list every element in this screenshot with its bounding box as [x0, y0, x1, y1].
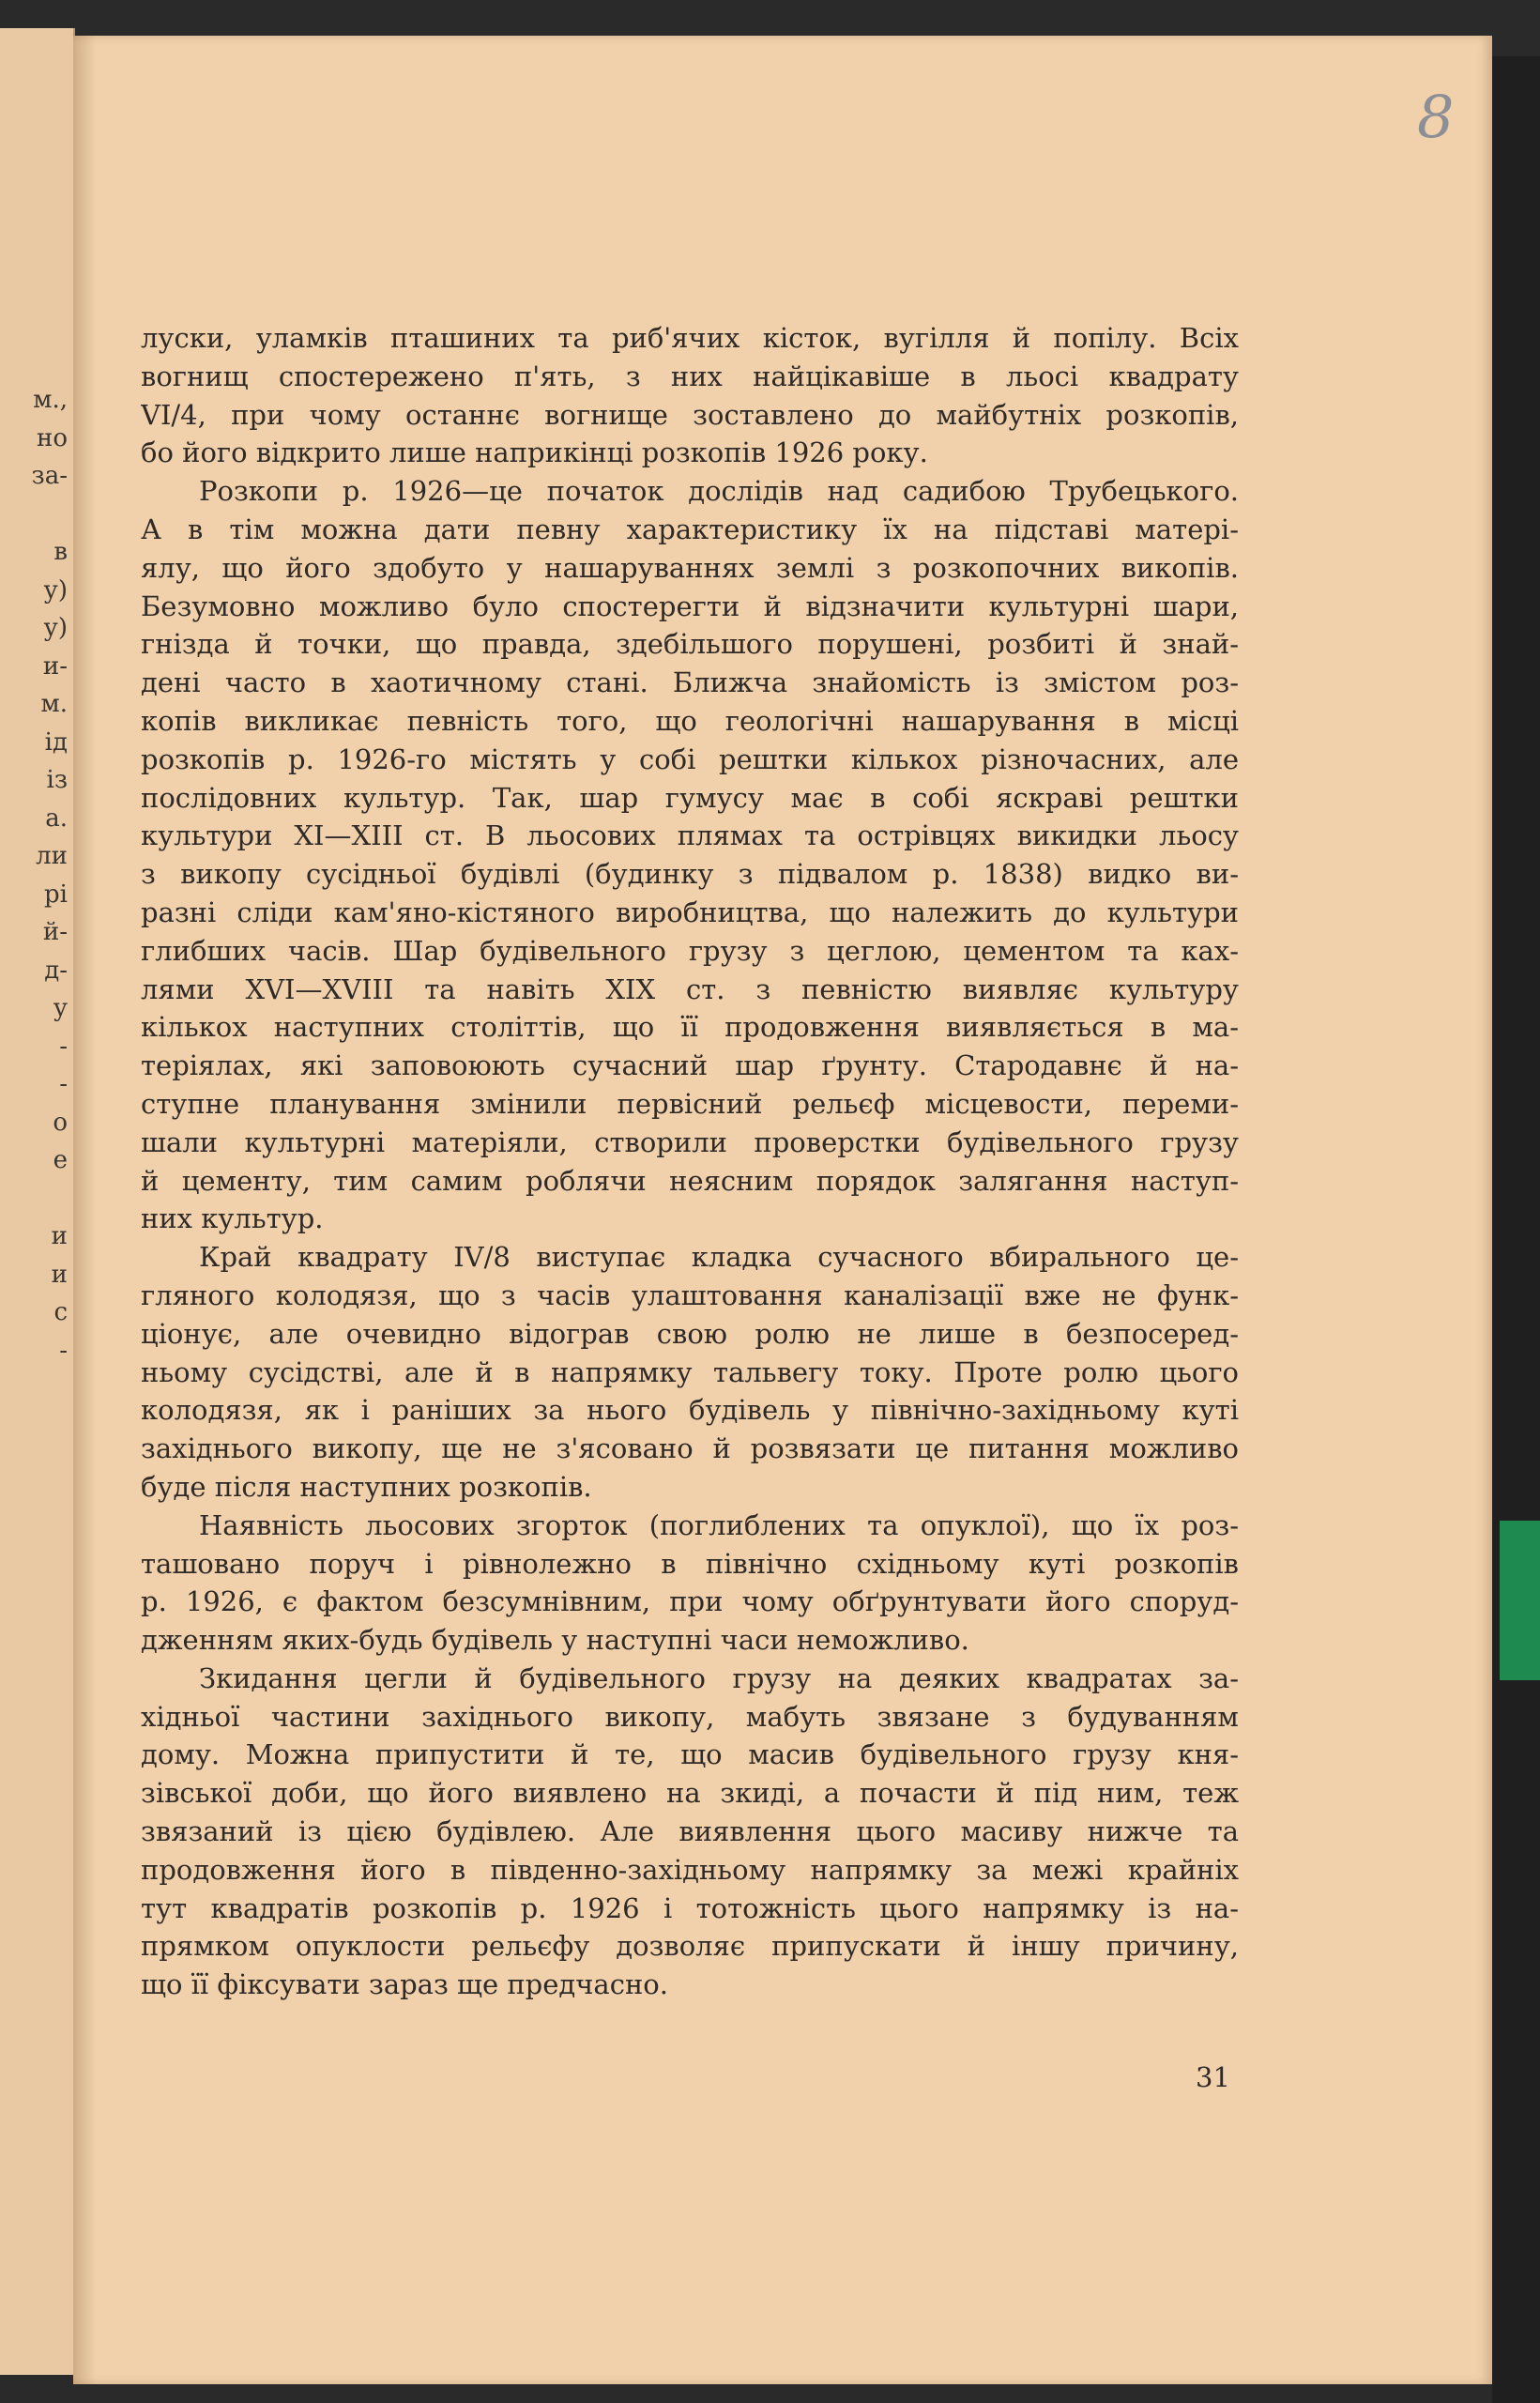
left-page-fragment: за- [31, 462, 68, 490]
left-page-fragment: рі [44, 880, 68, 909]
left-page-fragment: м., [33, 386, 68, 414]
text-line: ступне планування змінили первісний рельєф місцевости, переми- [141, 1087, 1239, 1120]
left-page-fragment: - [59, 1336, 68, 1365]
text-line: них культур. [141, 1202, 324, 1235]
text-line: колодязя, як і раніших за нього будівель у північно-західньому куті [141, 1394, 1239, 1427]
left-page-fragment: ід [44, 727, 68, 757]
body-text [141, 319, 1239, 2004]
text-line: й цементу, тим самим роблячи неясним порядок залягання наступ- [141, 1164, 1239, 1197]
left-page-fragment: - [59, 1032, 68, 1061]
text-line: гляного колодязя, що з часів улаштовання каналізації вже не функ- [141, 1278, 1239, 1311]
text-line: дені часто в хаотичному стані. Ближча знайомість із змістом роз- [141, 666, 1239, 699]
left-page-fragment: о [53, 1108, 68, 1137]
text-line: розкопів р. 1926-го містять у собі рештки кількох різночасних, але [141, 742, 1239, 775]
page-number: 31 [1196, 2061, 1230, 2093]
handwritten-page-mark: 8 [1417, 83, 1455, 151]
scanner-background [1492, 56, 1540, 2403]
text-line: Безумовно можливо було спостерегти й відзначити культурні шари, [141, 589, 1239, 622]
text-line: з викопу сусідньої будівлі (будинку з підвалом р. 1838) видко ви- [141, 858, 1239, 891]
text-line: ньому сусідстві, але й в напрямку тальвегу току. Проте ролю цього [141, 1355, 1239, 1388]
left-page-fragment: у) [43, 575, 68, 605]
gutter-shadow [73, 36, 96, 2384]
text-line: західнього викопу, ще не з'ясовано й розвязати це питання можливо [141, 1432, 1239, 1465]
text-line: разні сліди кам'яно-кістяного виробництва, що належить до культури [141, 895, 1239, 928]
text-line: культури XI—XIII ст. В льосових плямах та острівцях викидки льосу [141, 819, 1239, 852]
text-line: хідньої частини західнього викопу, мабуть звязане з будуванням [141, 1700, 1239, 1733]
left-page-fragment: ли [36, 842, 68, 870]
left-page-fragment: но [37, 423, 68, 452]
text-line: кількох наступних століттів, що її продовження виявляється в ма- [141, 1011, 1239, 1044]
left-page-fragment: а. [45, 804, 68, 833]
text-line: гнізда й точки, що правда, здебільшого порушені, розбиті й знай- [141, 628, 1239, 661]
text-line: луски, уламків пташиних та риб'ячих кісток, вугілля й попілу. Всіх [141, 322, 1239, 354]
text-line: теріялах, які заповоюють сучасний шар ґрунту. Стародавнє й на- [141, 1049, 1239, 1082]
left-page-fragment: д- [44, 956, 68, 985]
text-line: послідовних культур. Так, шар гумусу має в собі яскраві рештки [141, 781, 1239, 814]
text-line: ялу, що його здобуто у нашаруваннях землі з розкопочних викопів. [141, 551, 1239, 584]
text-line: зівської доби, що його виявлено на зкиді, а почасти й під ним, теж [141, 1777, 1239, 1810]
left-page-fragment: у) [43, 614, 68, 642]
text-line: продовження його в південно-західньому напрямку за межі крайніх [141, 1853, 1239, 1886]
text-line: прямком опуклости рельєфу дозволяє припускати й іншу причину, [141, 1930, 1239, 1963]
left-page-fragment: е [53, 1146, 68, 1174]
text-line: р. 1926, є фактом безсумнівним, при чому обґрунтувати його споруд- [141, 1585, 1239, 1618]
paragraph [141, 319, 1239, 472]
paragraph [141, 1238, 1239, 1507]
text-line: звязаний із цією будівлею. Але виявлення цього масиву нижче та [141, 1815, 1239, 1848]
left-page-fragment [2, 1180, 68, 1218]
text-line: глибших часів. Шар будівельного грузу з цеглою, цементом та ках- [141, 934, 1239, 967]
left-page-fragment [2, 496, 68, 534]
text-line: ціонує, але очевидно відограв свою ролю не лише в безпосеред- [141, 1317, 1239, 1350]
text-line: тут квадратів розкопів р. 1926 і тотожність цього напрямку із на- [141, 1891, 1239, 1924]
text-line: копів викликає певність того, що геологічні нашарування в місці [141, 704, 1239, 737]
paragraph [141, 1507, 1239, 1660]
text-line: лями XVI—XVIII та навіть XIX ст. з певністю виявляє культуру [141, 972, 1239, 1005]
text-line: бо його відкрито лише наприкінці розкопів 1926 року. [141, 436, 928, 469]
green-bookmark-tab [1500, 1521, 1540, 1680]
paragraph [141, 1660, 1239, 2004]
text-line: Край квадрату IV/8 виступає кладка сучасного вбирального це- [199, 1241, 1239, 1274]
text-line: вогнищ спостережено п'ять, з них найцікавіше в льосі квадрату [141, 360, 1239, 392]
left-page-fragment: и [51, 1260, 68, 1289]
text-line: дому. Можна припустити й те, що масив будівельного грузу кня- [141, 1738, 1239, 1771]
left-page-fragment: м. [40, 690, 68, 718]
text-line: Зкидання цегли й будівельного грузу на деяких квадратах за- [199, 1661, 1239, 1694]
text-line: дженням яких-будь будівель у наступні часи неможливо. [141, 1624, 969, 1657]
text-line: VI/4, при чому останнє вогнище зоставлено до майбутніх розкопів, [141, 398, 1239, 431]
left-page-fragment [2, 1370, 68, 1408]
text-line: буде після наступних розкопів. [141, 1470, 592, 1503]
text-line: А в тім можна дати певну характеристику їх на підставі матері- [141, 513, 1239, 545]
left-page-fragment: із [46, 766, 68, 794]
text-line: ташовано поруч і рівнолежно в північно східньому куті розкопів [141, 1547, 1239, 1580]
left-page-fragment: в [53, 538, 68, 566]
left-page-fragment: й- [42, 918, 68, 946]
left-page-fragment: и [51, 1222, 68, 1250]
left-page-fragment: и- [42, 651, 68, 681]
left-page-text-fragments [2, 381, 68, 1408]
text-line: що її фіксувати зараз ще предчасно. [141, 1968, 668, 2001]
text-line: шали культурні матеріяли, створили проверстки будівельного грузу [141, 1125, 1239, 1158]
text-line: Наявність льосових згорток (поглиблених та опуклої), що їх роз- [199, 1508, 1239, 1541]
left-page-edge [0, 28, 75, 2375]
left-page-fragment: - [59, 1070, 68, 1098]
text-line: Розкопи р. 1926—це початок дослідів над садибою Трубецького. [199, 475, 1239, 508]
left-page-fragment: у [53, 994, 68, 1022]
paragraph [141, 472, 1239, 1238]
left-page-fragment: с [53, 1298, 68, 1326]
